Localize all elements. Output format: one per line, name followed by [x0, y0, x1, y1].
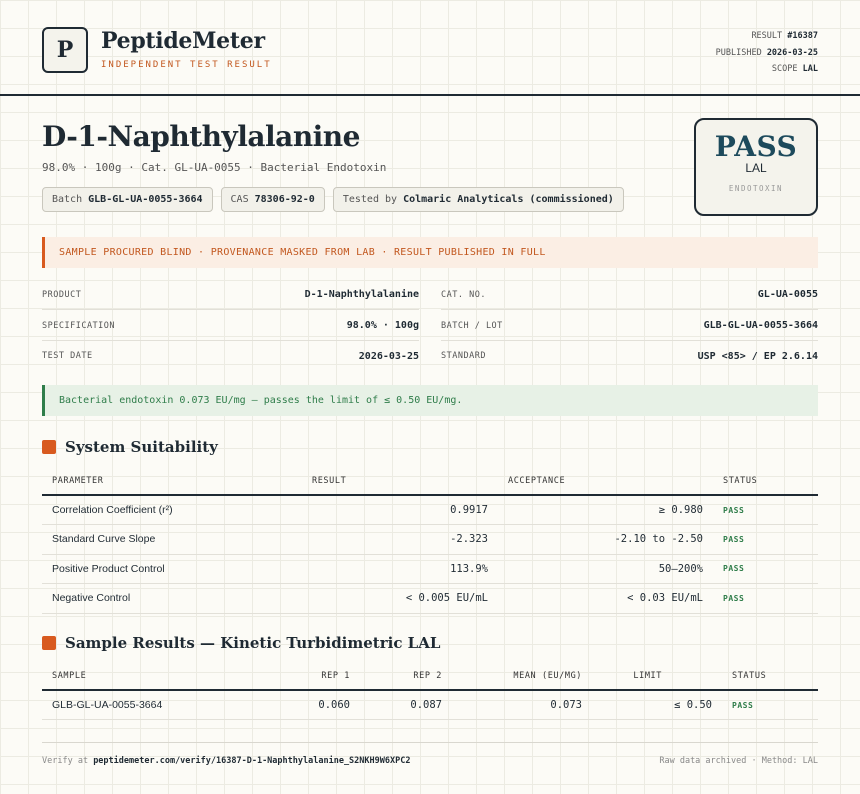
info-label: BATCH / LOT — [441, 320, 503, 331]
info-catno — [441, 280, 818, 310]
report-header — [0, 0, 860, 96]
cell-status: PASS — [713, 584, 818, 614]
published-label: PUBLISHED — [715, 47, 762, 58]
table-header-row — [42, 662, 818, 690]
section-marker-icon — [42, 636, 56, 650]
section-title-text: Sample Results — Kinetic Turbidimetric LAL — [65, 634, 441, 652]
info-product — [42, 280, 419, 310]
cas-chip-value: 78306-92-0 — [254, 194, 315, 205]
info-date — [42, 341, 419, 371]
tested-chip-label: Tested by — [342, 194, 398, 205]
archive-note: Raw data archived · Method: LAL — [659, 756, 818, 766]
cell-acceptance: ≥ 0.980 — [498, 495, 713, 525]
col-status: STATUS — [722, 662, 818, 690]
col-result: RESULT — [302, 467, 498, 495]
stamp-method: LAL — [745, 161, 767, 175]
cas-chip-label: CAS — [230, 194, 249, 205]
batch-chip-value: GLB-GL-UA-0055-3664 — [88, 194, 203, 205]
cell-rep1: 0.060 — [268, 690, 360, 720]
tested-by-chip — [333, 187, 624, 212]
table-row — [42, 554, 818, 584]
cell-parameter: Positive Product Control — [42, 554, 302, 584]
info-value: GL-UA-0055 — [757, 289, 818, 300]
info-label: STANDARD — [441, 351, 486, 361]
cell-parameter: Correlation Coefficient (r²) — [42, 495, 302, 525]
cell-result: < 0.005 EU/mL — [302, 584, 498, 614]
verify-label: Verify at — [42, 756, 89, 766]
col-rep1: REP 1 — [268, 662, 360, 690]
chip-row — [42, 187, 624, 212]
logo-icon: P — [42, 27, 88, 73]
info-value: USP <85> / EP 2.6.14 — [697, 350, 818, 362]
info-value: D-1-Naphthylalanine — [304, 289, 419, 300]
cell-status: PASS — [713, 525, 818, 555]
suitability-section-title — [42, 438, 218, 456]
samples-section-title — [42, 634, 440, 652]
col-mean: MEAN (EU/MG) — [452, 662, 592, 690]
product-title: D-1-Naphthylalanine — [42, 120, 360, 153]
table-row — [42, 495, 818, 525]
brand-tagline: INDEPENDENT TEST RESULT — [101, 60, 272, 70]
cell-rep2: 0.087 — [360, 690, 452, 720]
result-meta — [716, 28, 818, 78]
cell-status: PASS — [713, 554, 818, 584]
cell-status: PASS — [713, 495, 818, 525]
col-rep2: REP 2 — [360, 662, 452, 690]
batch-chip-label: Batch — [52, 194, 83, 205]
cell-status: PASS — [722, 690, 818, 720]
cell-result: 113.9% — [302, 554, 498, 584]
table-row — [42, 525, 818, 555]
result-label: RESULT — [751, 31, 783, 41]
info-label: TEST DATE — [42, 351, 93, 361]
blind-procurement-notice: SAMPLE PROCURED BLIND · PROVENANCE MASKED FROM LAB · RESULT PUBLISHED IN FULL — [42, 237, 818, 268]
info-value: GLB-GL-UA-0055-3664 — [703, 320, 818, 331]
cell-acceptance: 50–200% — [498, 554, 713, 584]
stamp-category: ENDOTOXIN — [728, 184, 784, 193]
section-title-text: System Suitability — [65, 438, 218, 456]
col-status: STATUS — [713, 467, 818, 495]
verify-link[interactable]: peptidemeter.com/verify/16387-D-1-Naphthylalanine_S2NKH9W6XPC2 — [93, 756, 411, 766]
suitability-table — [42, 467, 818, 614]
info-label: SPECIFICATION — [42, 320, 116, 331]
product-subtitle: 98.0% · 100g · Cat. GL-UA-0055 · Bacterial Endotoxin — [42, 161, 387, 174]
cell-acceptance: < 0.03 EU/mL — [498, 584, 713, 614]
batch-chip — [42, 187, 213, 212]
col-limit: LIMIT — [592, 662, 722, 690]
col-sample: SAMPLE — [42, 662, 268, 690]
col-parameter: PARAMETER — [42, 467, 302, 495]
cell-acceptance: -2.10 to -2.50 — [498, 525, 713, 555]
cell-sample: GLB-GL-UA-0055-3664 — [42, 690, 268, 720]
section-marker-icon — [42, 440, 56, 454]
cell-result: 0.9917 — [302, 495, 498, 525]
published-date: 2026-03-25 — [766, 47, 818, 58]
table-row — [42, 584, 818, 614]
table-header-row — [42, 467, 818, 495]
cell-result: -2.323 — [302, 525, 498, 555]
scope-value: LAL — [802, 64, 818, 74]
info-standard — [441, 341, 818, 371]
info-spec — [42, 311, 419, 341]
cas-chip — [221, 187, 325, 212]
samples-table — [42, 662, 818, 720]
info-label: PRODUCT — [42, 289, 82, 300]
cell-parameter: Standard Curve Slope — [42, 525, 302, 555]
cell-mean: 0.073 — [452, 690, 592, 720]
cell-limit: ≤ 0.50 — [592, 690, 722, 720]
info-value: 2026-03-25 — [358, 350, 419, 362]
stamp-verdict: PASS — [714, 130, 798, 163]
info-batch — [441, 311, 818, 341]
table-row — [42, 690, 818, 720]
verify-line — [42, 756, 410, 766]
report-footer — [42, 742, 818, 766]
pass-stamp — [694, 118, 818, 216]
info-label: CAT. NO. — [441, 289, 486, 300]
col-acceptance: ACCEPTANCE — [498, 467, 713, 495]
cell-parameter: Negative Control — [42, 584, 302, 614]
tested-chip-value: Colmaric Analyticals (commissioned) — [403, 194, 614, 205]
endotoxin-pass-notice: Bacterial endotoxin 0.073 EU/mg — passes the limit of ≤ 0.50 EU/mg. — [42, 385, 818, 416]
brand-name: PeptideMeter — [101, 28, 265, 54]
scope-label: SCOPE — [771, 64, 798, 74]
result-number: #16387 — [787, 31, 818, 41]
info-value: 98.0% · 100g — [346, 320, 419, 331]
